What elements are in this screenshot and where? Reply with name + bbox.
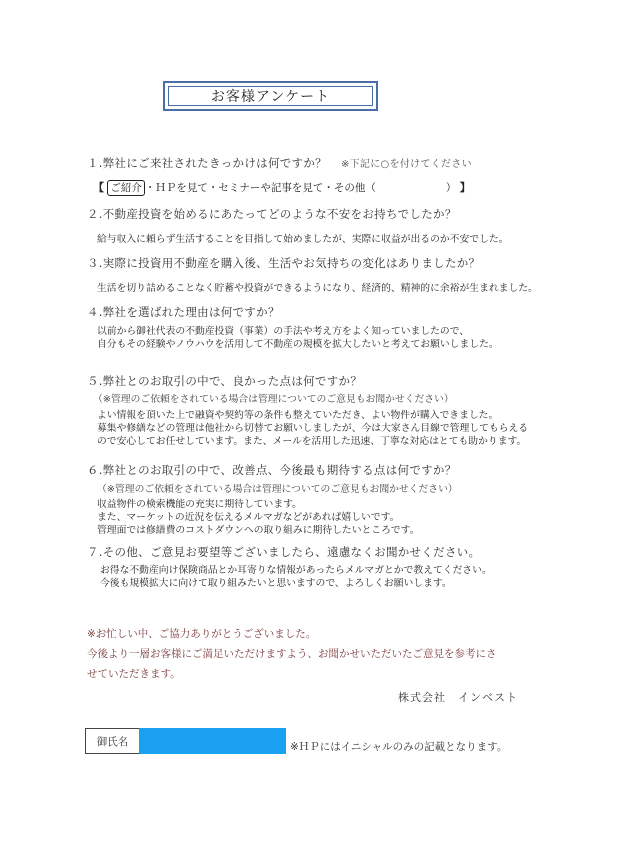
question-1 — [87, 155, 472, 171]
question-4-label: ４.弊社を選ばれた理由は何ですか？ — [87, 305, 280, 319]
answer-line: ので安心してお任せしています。また、メールを活用した迅速、丁寧な対応はとても助かります。 — [97, 436, 527, 447]
survey-title-box — [163, 81, 378, 111]
survey-title: お客様アンケート — [210, 89, 331, 105]
answer-7 — [100, 564, 492, 590]
answer-line: 自分もその経験やノウハウを活用して不動産の規模を拡大したいと考えてお願いしました。 — [97, 339, 499, 350]
answer-6 — [97, 498, 419, 537]
closing-line-3: せていただきます。 — [87, 668, 181, 680]
answer-line: 今後も規模拡大に向けて取り組みたいと思いますので、よろしくお願いします。 — [100, 578, 452, 589]
answer-line: 募集や修繕などの管理は他社から切替てお願いしましたが、今は大家さん目線で管理してもらえる — [97, 423, 529, 434]
question-1-choices — [93, 179, 471, 196]
answer-line: 以前から御社代表の不動産投資（事業）の手法や考え方をよく知っていましたので、 — [97, 326, 470, 337]
answer-line: お得な不動産向け保険商品とか耳寄りな情報があったらメルマガとかで教えてください。 — [100, 565, 492, 576]
name-label: 御氏名 — [85, 728, 139, 754]
answer-5 — [97, 409, 528, 448]
choices-rest: ・ＨＰを見て・セミナーや記事を見て・その他（ — [144, 182, 376, 194]
question-5-note: （※管理のご依頼をされている場合は管理についてのご意見もお聞かせください） — [93, 394, 454, 405]
name-note: ※ＨＰにはイニシャルのみの記載となります。 — [290, 741, 508, 753]
bracket-open: 【 — [93, 181, 104, 194]
question-6-note: （※管理のご依頼をされている場合は管理についてのご意見もお聞かせください） — [97, 484, 458, 495]
answer-line: また、マーケットの近況を伝えるメルマガなどがあれば嬉しいです。 — [97, 512, 400, 523]
bracket-close: 】 — [459, 181, 471, 194]
answer-line: よい情報を頂いた上で融資や契約等の条件も整えていただき、よい物件が購入できました。 — [97, 410, 499, 421]
answer-4 — [97, 325, 499, 351]
question-3-label: ３.実際に投資用不動産を購入後、生活やお気持ちの変化はありましたか？ — [87, 256, 481, 270]
paren-close: ） — [445, 182, 457, 194]
choice-referral-circled[interactable]: ご紹介 — [107, 180, 145, 196]
closing-line-2: 今後より一層お客様にご満足いただけますよう、お聞かせいただいたご意見を参考にさ — [87, 648, 497, 660]
closing-thanks: ※お忙しい中、ご協力ありがとうございました。 — [87, 628, 317, 640]
answer-line: 収益物件の検索機能の充実に期待しています。 — [97, 499, 302, 510]
question-2-label: ２.不動産投資を始めるにあたってどのような不安をお持ちでしたか？ — [87, 207, 457, 221]
name-row — [85, 728, 286, 754]
answer-line: 生活を切り詰めることなく貯蓄や投資ができるようになり、経済的、精神的に余裕が生まれました。 — [97, 283, 538, 294]
answer-line: 給与収入に頼らず生活することを目指して始めましたが、実際に収益が出るのか不安でした。 — [97, 234, 509, 245]
name-redacted-field — [139, 728, 286, 754]
question-7-label: ７.その他、ご意見お要望等ございましたら、遠慮なくお聞かせください。 — [87, 545, 481, 559]
question-1-label: １.弊社にご来社されたきっかけは何ですか？ — [87, 156, 327, 170]
answer-2 — [97, 233, 508, 246]
answer-line: 管理面では修繕費のコストダウンへの取り組みに期待したいところです。 — [97, 525, 420, 536]
company-name: 株式会社 インベスト — [398, 691, 518, 704]
answer-3 — [97, 282, 538, 295]
question-5-label: ５.弊社とのお取引の中で、良かった点は何ですか？ — [87, 374, 363, 388]
question-6-label: ６.弊社とのお取引の中で、改善点、今後最も期待する点は何ですか？ — [87, 463, 457, 477]
question-1-note: ※下記に○を付けてください — [340, 159, 472, 170]
